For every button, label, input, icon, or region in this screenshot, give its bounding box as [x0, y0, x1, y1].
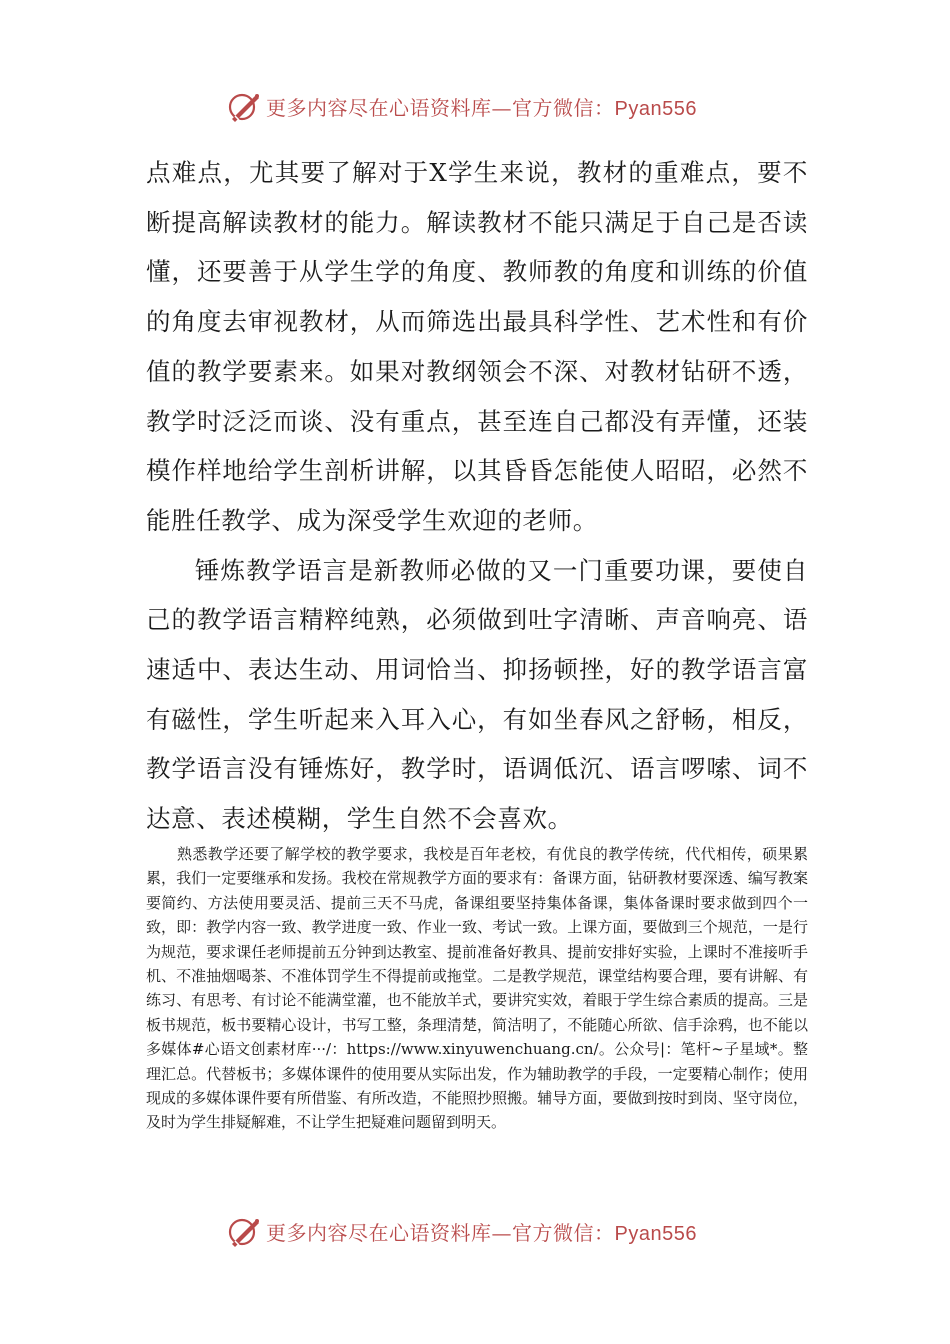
header-banner [0, 86, 950, 126]
wechat-id: Pyan556 [614, 1223, 697, 1245]
paragraph-3: 熟悉教学还要了解学校的教学要求，我校是百年老校，有优良的教学传统，代代相传，硕果累累，我们一定要继承和发扬。我校在常规教学方面的要求有：备课方面，钻研教材要深透、编写教案要简约、方法使用要灵活、提前三天不马虎，备课组要坚持集体备课，集体备课时要求做到四个一致，即：教学内容一致、教学进度一致、作业一致、考试一致。上课方面，要做到三个规范，一是行为规范，要求课任老师提前五分钟到达教室、提前准备好教具、提前安排好实验，上课时不准接听手机、不准抽烟喝茶、不准体罚学生不得提前或拖堂。二是教学规范，课堂结构要合理，要有讲解、有练习、有思考、有讨论不能满堂灌，也不能放羊式，要讲究实效，着眼于学生综合素质的提高。三是板书规范，板书要精心设计，书写工整，条理清楚，简洁明了，不能随心所欲、信手涂鸦，也不能以多媒体#心语文创素材库···/：https://www.xinyuwenchuang.cn/。公众号|：笔杆~子星域*。整理汇总。代替板书；多媒体课件的使用要从实际出发，作为辅助教学的手段，一定要精心制作；使用现成的多媒体课件要有所借鉴、有所改造，不能照抄照搬。辅导方面，要做到按时到岗、坚守岗位，及时为学生排疑解难，不让学生把疑难问题留到明天。 [146, 845, 808, 1132]
paragraph-2: 锤炼教学语言是新教师必做的又一门重要功课，要使自己的教学语言精粹纯熟，必须做到吐字清晰、声音响亮、语速适中、表达生动、用词恰当、抑扬顿挫，好的教学语言富有磁性，学生听起来入耳入心，有如坐春风之舒畅，相反，教学语言没有锤炼好，教学时，语调低沉、语言啰嗦、词不达意、表述模糊，学生自然不会喜欢。 [146, 555, 808, 834]
pen-logo-icon [226, 89, 262, 125]
wechat-id: Pyan556 [614, 98, 697, 120]
banner-text: 更多内容尽在心语资料库—官方微信：Pyan556 [266, 96, 697, 120]
main-text [146, 148, 808, 844]
small-text-block [146, 842, 808, 1135]
paragraph-1: 点难点，尤其要了解对于X学生来说，教材的重难点，要不断提高解读教材的能力。解读教材不能只满足于自己是否读懂，还要善于从学生学的角度、教师教的角度和训练的价值的角度去审视教材，从而筛选出最具科学性、艺术性和有价值的教学要素来。如果对教纲领会不深、对教材钻研不透，教学时泛泛而谈、没有重点，甚至连自己都没有弄懂，还装模作样地给学生剖析讲解，以其昏昏怎能使人昭昭，必然不能胜任教学、成为深受学生欢迎的老师。 [146, 158, 808, 535]
banner-text: 更多内容尽在心语资料库—官方微信：Pyan556 [266, 1221, 697, 1245]
footer-banner [0, 1211, 950, 1251]
pen-logo-icon [226, 1214, 262, 1250]
